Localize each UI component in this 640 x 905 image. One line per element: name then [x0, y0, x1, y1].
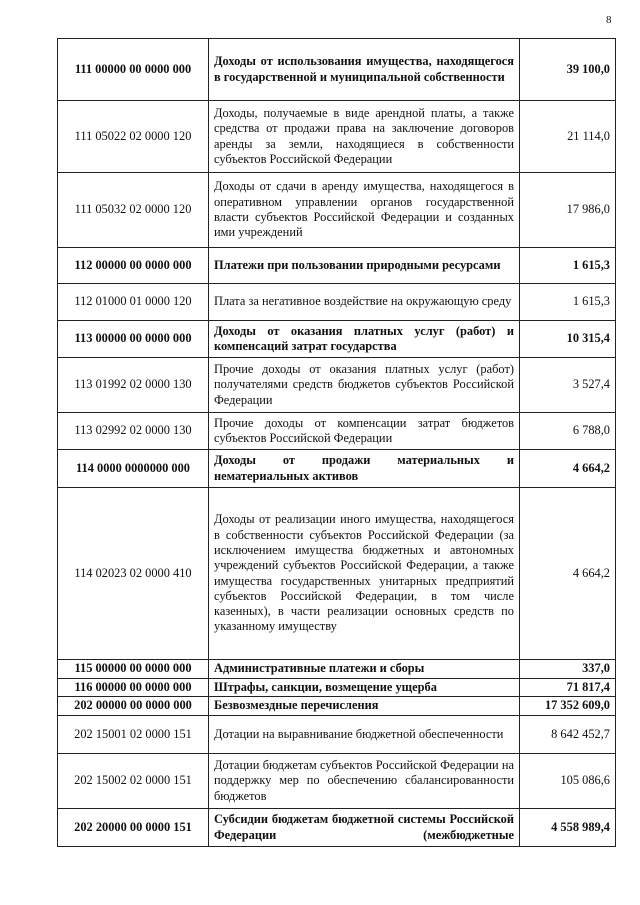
- row-code: 116 00000 00 0000 000: [58, 679, 209, 697]
- table-row: [58, 679, 616, 697]
- row-name: Штрафы, санкции, возмещение ущерба: [209, 679, 520, 697]
- row-code: 114 02023 02 0000 410: [58, 488, 209, 660]
- table-row: [58, 284, 616, 321]
- row-amount: 4 558 989,4: [520, 809, 616, 847]
- row-name: Административные платежи и сборы: [209, 660, 520, 679]
- row-amount: 1 615,3: [520, 284, 616, 321]
- row-amount: 8 642 452,7: [520, 716, 616, 754]
- row-code: 202 00000 00 0000 000: [58, 697, 209, 716]
- row-amount: 337,0: [520, 660, 616, 679]
- row-name: Прочие доходы от компенсации затрат бюджетов субъектов Российской Федерации: [209, 413, 520, 450]
- row-name: Дотации на выравнивание бюджетной обеспеченности: [209, 716, 520, 754]
- row-name: Доходы от продажи материальных и нематериальных активов: [209, 450, 520, 488]
- revenue-table: [57, 38, 616, 847]
- row-code: 115 00000 00 0000 000: [58, 660, 209, 679]
- row-code: 202 15002 02 0000 151: [58, 754, 209, 809]
- table-row: [58, 173, 616, 248]
- row-amount: 6 788,0: [520, 413, 616, 450]
- table-row: [58, 450, 616, 488]
- table-row: [58, 488, 616, 660]
- row-amount: 10 315,4: [520, 321, 616, 358]
- row-code: 114 0000 0000000 000: [58, 450, 209, 488]
- table-row: [58, 716, 616, 754]
- table-row: [58, 358, 616, 413]
- table-row: [58, 413, 616, 450]
- row-amount: 4 664,2: [520, 488, 616, 660]
- row-name: Субсидии бюджетам бюджетной системы Российской Федерации (межбюджетные: [209, 809, 520, 847]
- row-code: 111 05022 02 0000 120: [58, 101, 209, 173]
- row-code: 202 20000 00 0000 151: [58, 809, 209, 847]
- row-name: Дотации бюджетам субъектов Российской Федерации на поддержку мер по обеспечению сбалансированности бюджетов: [209, 754, 520, 809]
- page-number: 8: [606, 14, 612, 26]
- row-code: 112 01000 01 0000 120: [58, 284, 209, 321]
- row-code: 113 00000 00 0000 000: [58, 321, 209, 358]
- row-amount: 105 086,6: [520, 754, 616, 809]
- table-row: [58, 39, 616, 101]
- table-row: [58, 321, 616, 358]
- row-name: Плата за негативное воздействие на окружающую среду: [209, 284, 520, 321]
- row-code: 111 00000 00 0000 000: [58, 39, 209, 101]
- row-name: Доходы от реализации иного имущества, находящегося в собственности субъектов Российской Федерации (за исключением имущества бюджетных и автономных учреждений субъектов Российской Федерации, а также имущества государственных унитарных предприятий субъектов Российской Федерации, в том числе казенных), в части реализации основных средств по указанному имуществу: [209, 488, 520, 660]
- row-code: 113 02992 02 0000 130: [58, 413, 209, 450]
- row-amount: 71 817,4: [520, 679, 616, 697]
- row-name: Платежи при пользовании природными ресурсами: [209, 248, 520, 284]
- row-amount: 17 986,0: [520, 173, 616, 248]
- row-amount: 4 664,2: [520, 450, 616, 488]
- row-code: 111 05032 02 0000 120: [58, 173, 209, 248]
- table-row: [58, 809, 616, 847]
- table-row: [58, 697, 616, 716]
- row-code: 112 00000 00 0000 000: [58, 248, 209, 284]
- row-name: Доходы от сдачи в аренду имущества, находящегося в оперативном управлении органов государственной власти субъектов Российской Федерации и созданных ими учреждений: [209, 173, 520, 248]
- row-name: Доходы от использования имущества, находящегося в государственной и муниципальной собственности: [209, 39, 520, 101]
- row-amount: 17 352 609,0: [520, 697, 616, 716]
- table-row: [58, 754, 616, 809]
- row-code: 202 15001 02 0000 151: [58, 716, 209, 754]
- table-row: [58, 660, 616, 679]
- row-name: Прочие доходы от оказания платных услуг (работ) получателями средств бюджетов субъектов Российской Федерации: [209, 358, 520, 413]
- row-name: Доходы, получаемые в виде арендной платы, а также средства от продажи права на заключение договоров аренды за земли, находящиеся в собственности субъектов Российской Федерации: [209, 101, 520, 173]
- row-name: Безвозмездные перечисления: [209, 697, 520, 716]
- row-amount: 39 100,0: [520, 39, 616, 101]
- row-name: Доходы от оказания платных услуг (работ) и компенсаций затрат государства: [209, 321, 520, 358]
- row-amount: 3 527,4: [520, 358, 616, 413]
- table-row: [58, 101, 616, 173]
- row-code: 113 01992 02 0000 130: [58, 358, 209, 413]
- table-row: [58, 248, 616, 284]
- row-amount: 1 615,3: [520, 248, 616, 284]
- row-amount: 21 114,0: [520, 101, 616, 173]
